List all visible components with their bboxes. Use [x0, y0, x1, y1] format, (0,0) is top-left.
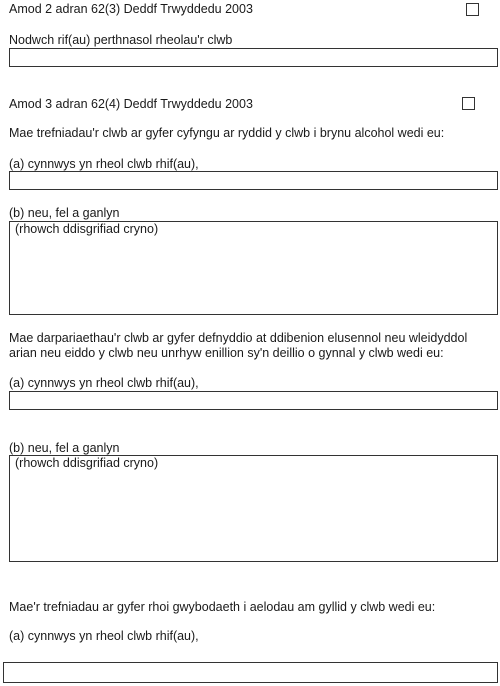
section2-rule-number-field[interactable] — [9, 171, 498, 190]
section4-a-label: (a) cynnwys yn rheol clwb rhif(au), — [9, 629, 199, 643]
section3-a-label: (a) cynnwys yn rheol clwb rhif(au), — [9, 376, 199, 390]
section2-description-field[interactable] — [9, 221, 498, 315]
section3-rule-number-field[interactable] — [9, 391, 498, 410]
section1-heading: Amod 2 adran 62(3) Deddf Trwyddedu 2003 — [9, 2, 253, 16]
section3-intro-line1: Mae darpariaethau'r clwb ar gyfer defnyddio at ddibenion elusennol neu wleidyddol — [9, 331, 468, 345]
section4-rule-number-field[interactable] — [3, 662, 498, 683]
section2-checkbox[interactable] — [462, 97, 475, 110]
section2-a-label: (a) cynnwys yn rheol clwb rhif(au), — [9, 157, 199, 171]
section3-description-field[interactable] — [9, 455, 498, 562]
section4-intro: Mae'r trefniadau ar gyfer rhoi gwybodaeth i aelodau am gyllid y clwb wedi eu: — [9, 600, 436, 614]
section3-b-label: (b) neu, fel a ganlyn — [9, 441, 120, 455]
club-rule-numbers-field[interactable] — [9, 48, 498, 67]
section1-checkbox[interactable] — [466, 3, 479, 16]
section2-heading: Amod 3 adran 62(4) Deddf Trwyddedu 2003 — [9, 97, 253, 111]
section2-description-hint: (rhowch ddisgrifiad cryno) — [15, 222, 159, 236]
section2-b-label: (b) neu, fel a ganlyn — [9, 206, 120, 220]
section1-field-label: Nodwch rif(au) perthnasol rheolau'r clwb — [9, 33, 233, 47]
section2-intro: Mae trefniadau'r clwb ar gyfer cyfyngu ar ryddid y clwb i brynu alcohol wedi eu: — [9, 126, 445, 140]
section3-description-hint: (rhowch ddisgrifiad cryno) — [15, 456, 159, 470]
section3-intro-line2: arian neu eiddo y clwb neu unrhyw enillion sy'n deillio o gynnal y clwb wedi eu: — [9, 346, 444, 360]
